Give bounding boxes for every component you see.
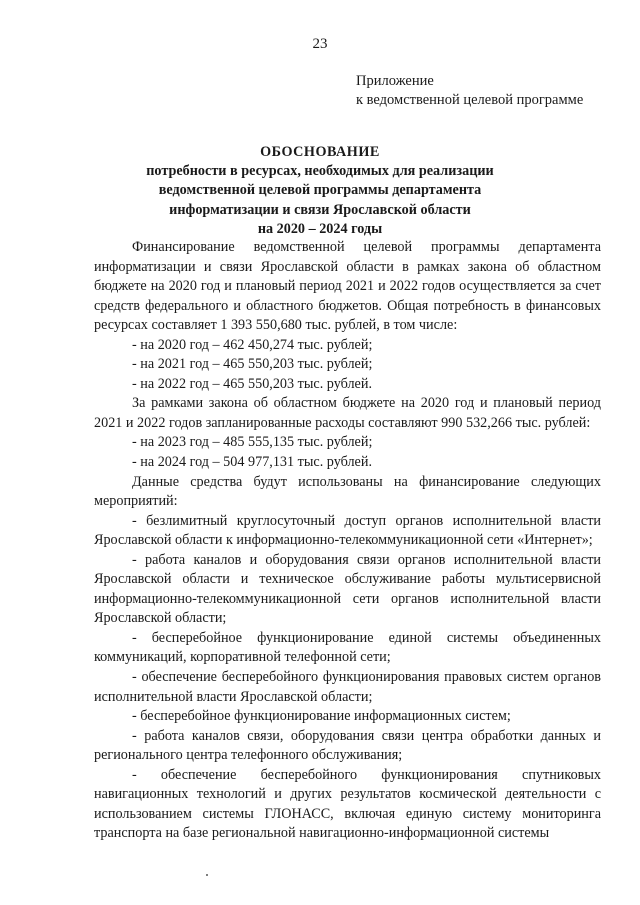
title-line-4: на 2020 – 2024 годы <box>257 220 383 237</box>
list-item-information-systems: - бесперебойное функционирование информационных систем; <box>132 708 511 725</box>
list-item-2021: - на 2021 год – 465 550,203 тыс. рублей; <box>132 356 373 373</box>
list-item-2020: - на 2020 год – 462 450,274 тыс. рублей; <box>132 336 373 353</box>
appendix-line-2: к ведомственной целевой программе <box>356 92 584 108</box>
paragraph-financing: Финансирование ведомственной целевой программы департамента информатизации и связи Ярославской области в рамках закона об областном бюджете на 2020 год и плановый период 2021 и 2022 годов осуществляется за счет средств федерального и областного бюджетов. Общая потребность в финансовых ресурсах составляет 1 393 550,680 тыс. рублей, в том числе: <box>94 239 601 334</box>
appendix-line-1: Приложение <box>356 73 434 89</box>
list-item-2022: - на 2022 год – 465 550,203 тыс. рублей. <box>132 375 372 392</box>
title-heading: ОБОСНОВАНИЕ <box>260 144 380 160</box>
appendix-note <box>356 72 583 110</box>
list-item-legal-systems: - обеспечение бесперебойного функционирования правовых систем органов исполнительной власти Ярославской области; <box>94 669 601 705</box>
list-item-communication-channels: - работа каналов и оборудования связи органов исполнительной власти Ярославской области и техническое обслуживание работы мультисервисной информационно-телекоммуникационной сети органов исполнительной власти Ярославской области; <box>94 551 601 627</box>
title-line-3: информатизации и связи Ярославской области <box>169 201 471 218</box>
paragraph-beyond-law: За рамками закона об областном бюджете на 2020 год и плановый период 2021 и 2022 годов запланированные расходы составляют 990 532,266 тыс. рублей: <box>94 395 601 431</box>
list-item-internet-access: - безлимитный круглосуточный доступ органов исполнительной власти Ярославской области к информационно-телекоммуникационной сети «Интернет»; <box>94 512 601 549</box>
document-title <box>60 143 580 239</box>
list-item-2024: - на 2024 год – 504 977,131 тыс. рублей. <box>132 454 372 471</box>
title-line-2: ведомственной целевой программы департамента <box>158 182 482 199</box>
list-item-glonass: - обеспечение бесперебойного функционирования спутниковых навигационных технологий и других результатов космической деятельности с использованием системы ГЛОНАСС, включая единую систему мониторинга транспорта на базе региональной навигационно-информационной системы <box>94 766 601 842</box>
scan-dot <box>206 874 208 876</box>
title-line-1: потребности в ресурсах, необходимых для реализации <box>146 163 494 180</box>
page-number: 23 <box>312 36 328 52</box>
list-item-unified-communications: - бесперебойное функционирование единой системы объединенных коммуникаций, корпоративной телефонной сети; <box>94 629 601 666</box>
list-item-data-center: - работа каналов связи, оборудования связи центра обработки данных и регионального центра телефонного обслуживания; <box>94 727 601 764</box>
list-item-2023: - на 2023 год – 485 555,135 тыс. рублей; <box>132 434 373 451</box>
document-body <box>94 238 601 844</box>
paragraph-measures-intro: Данные средства будут использованы на финансирование следующих мероприятий: <box>94 473 601 510</box>
